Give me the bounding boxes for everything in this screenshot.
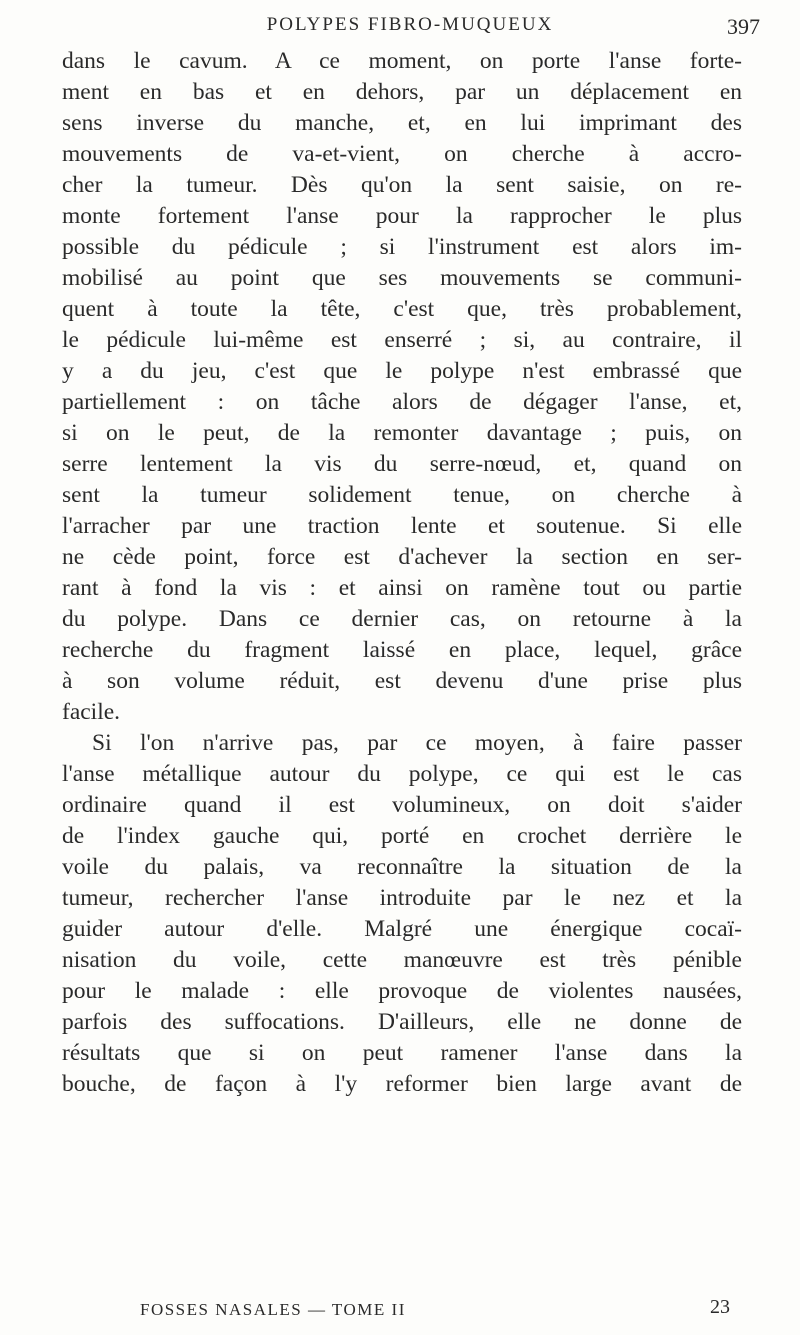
text-line: tumeur, rechercher l'anse introduite par le nez et la: [62, 885, 742, 911]
text-line: y a du jeu, c'est que le polype n'est embrassé que: [62, 358, 742, 384]
page-header: [60, 14, 760, 44]
text-line: quent à toute la tête, c'est que, très probablement,: [62, 296, 742, 322]
text-line: recherche du fragment laissé en place, lequel, grâce: [62, 637, 742, 663]
text-line: si on le peut, de la remonter davantage ; puis, on: [62, 420, 742, 446]
text-line: nisation du voile, cette manœuvre est très pénible: [62, 947, 742, 973]
text-line: monte fortement l'anse pour la rapprocher le plus: [62, 203, 742, 229]
text-line: ment en bas et en dehors, par un déplacement en: [62, 79, 742, 105]
text-line: du polype. Dans ce dernier cas, on retourne à la: [62, 606, 742, 632]
text-line: rant à fond la vis : et ainsi on ramène tout ou partie: [62, 575, 742, 601]
text-line: bouche, de façon à l'y reformer bien large avant de: [62, 1071, 742, 1097]
text-line: à son volume réduit, est devenu d'une prise plus: [62, 668, 742, 694]
page-footer: [140, 1296, 740, 1328]
text-line: résultats que si on peut ramener l'anse dans la: [62, 1040, 742, 1066]
text-line: sens inverse du manche, et, en lui imprimant des: [62, 110, 742, 136]
printer-signature: FOSSES NASALES — TOME II: [140, 1300, 406, 1319]
text-line: le pédicule lui-même est enserré ; si, au contraire, il: [62, 327, 742, 353]
running-head: POLYPES FIBRO-MUQUEUX: [266, 14, 554, 35]
body-text: [62, 46, 742, 1100]
text-line: serre lentement la vis du serre-nœud, et, quand on: [62, 451, 742, 477]
text-line: l'anse métallique autour du polype, ce qui est le cas: [62, 761, 742, 787]
text-line: ordinaire quand il est volumineux, on doit s'aider: [62, 792, 742, 818]
text-line: ne cède point, force est d'achever la section en ser-: [62, 544, 742, 570]
text-line: possible du pédicule ; si l'instrument est alors im-: [62, 234, 742, 260]
text-line: l'arracher par une traction lente et soutenue. Si elle: [62, 513, 742, 539]
paragraph-end-line: facile.: [62, 699, 121, 725]
text-line: cher la tumeur. Dès qu'on la sent saisie, on re-: [62, 172, 742, 198]
text-line: voile du palais, va reconnaître la situation de la: [62, 854, 742, 880]
text-line: parfois des suffocations. D'ailleurs, elle ne donne de: [62, 1009, 742, 1035]
page-number: 397: [727, 14, 760, 39]
text-line: mouvements de va-et-vient, on cherche à accro-: [62, 141, 742, 167]
text-line: partiellement : on tâche alors de dégager l'anse, et,: [62, 389, 742, 415]
text-line: pour le malade : elle provoque de violentes nausées,: [62, 978, 742, 1004]
sheet-number: 23: [710, 1296, 730, 1318]
text-line: dans le cavum. A ce moment, on porte l'anse forte-: [62, 48, 742, 74]
text-line: guider autour d'elle. Malgré une énergique cocaï-: [62, 916, 742, 942]
text-line: mobilisé au point que ses mouvements se communi-: [62, 265, 742, 291]
text-line: de l'index gauche qui, porté en crochet derrière le: [62, 823, 742, 849]
paragraph-start-line: Si l'on n'arrive pas, par ce moyen, à faire passer: [92, 730, 742, 756]
text-line: sent la tumeur solidement tenue, on cherche à: [62, 482, 742, 508]
